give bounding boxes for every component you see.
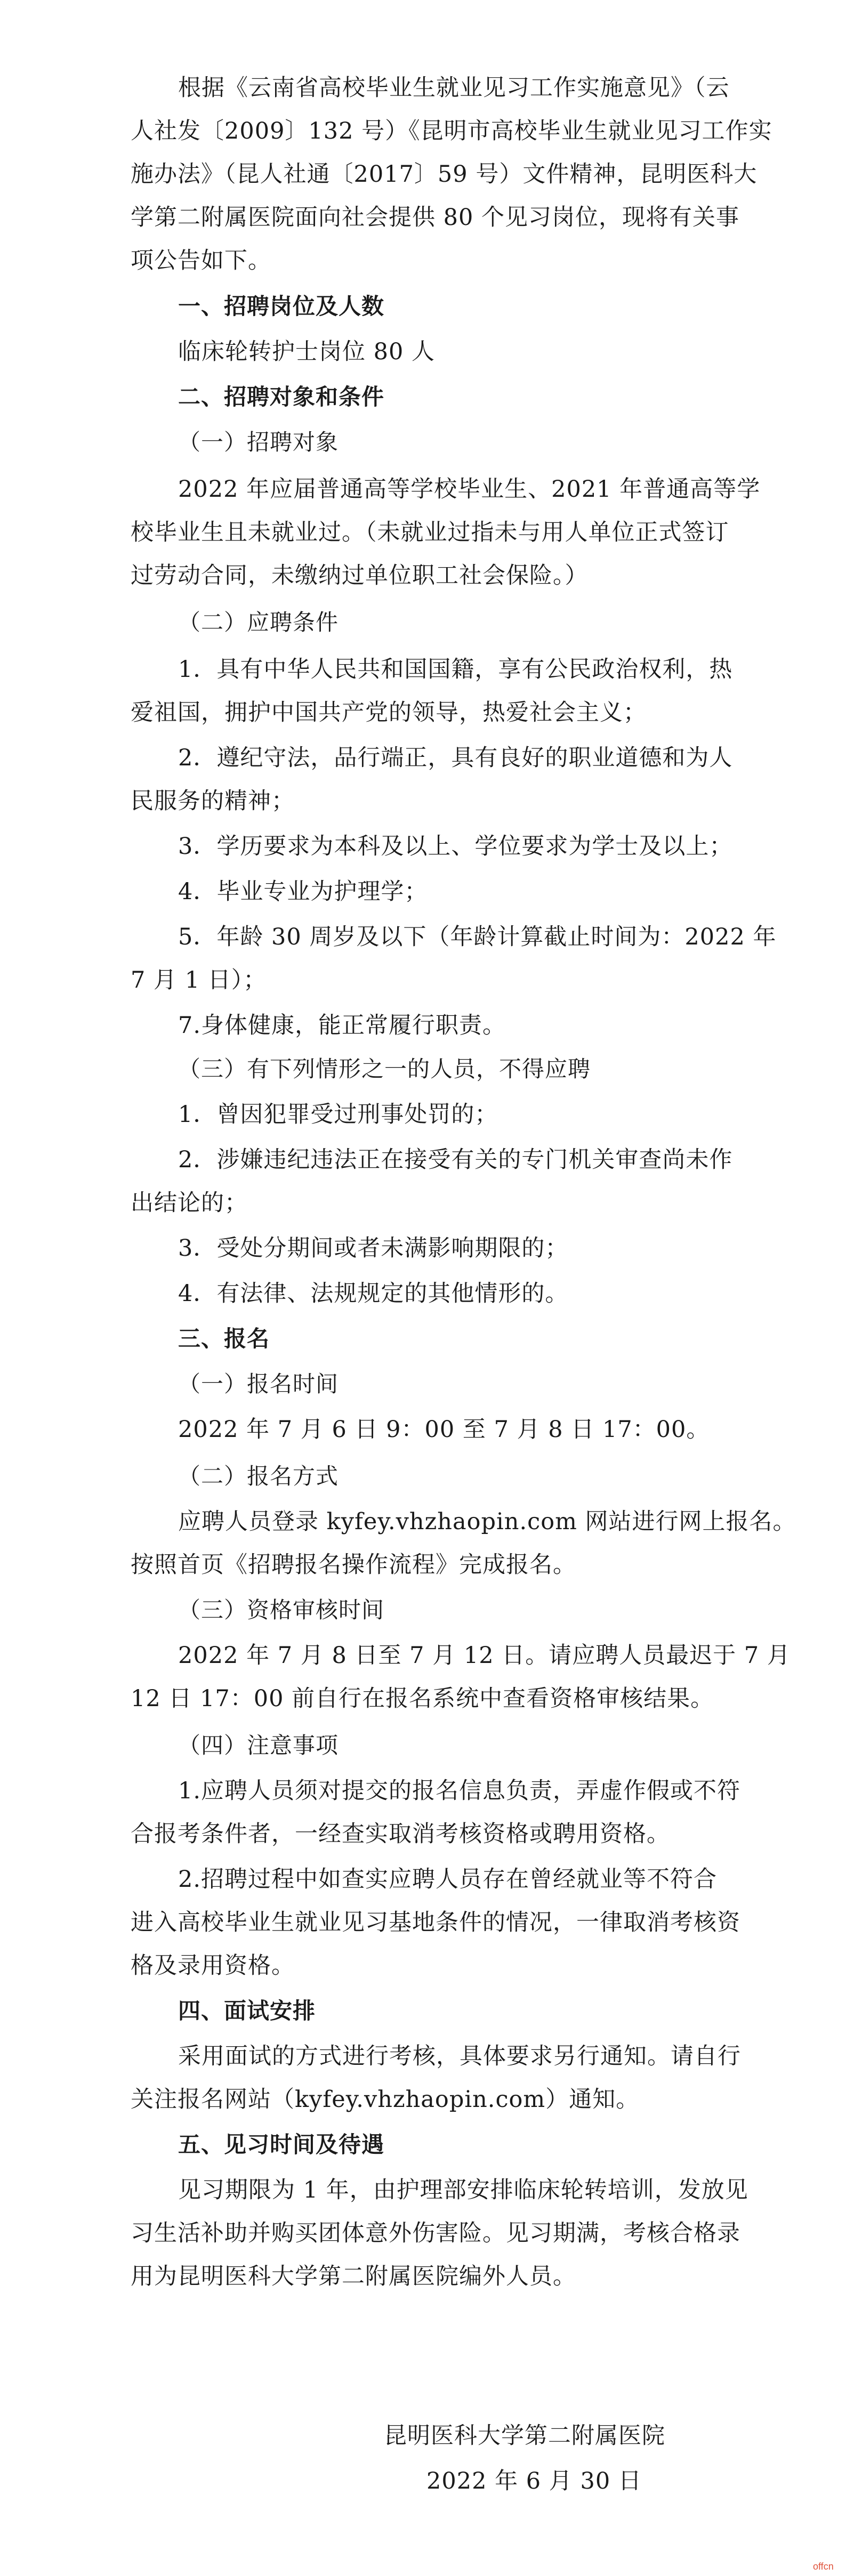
body-line: 采用面试的方式进行考核，具体要求另行通知。请自行 [178, 2043, 741, 2070]
body-line: 3．学历要求为本科及以上、学位要求为学士及以上； [178, 833, 733, 860]
signature-org: 昆明医科大学第二附属医院 [384, 2422, 665, 2449]
body-line: 4．毕业专业为护理学； [178, 878, 428, 905]
body-line: 2.招聘过程中如查实应聘人员存在曾经就业等不符合 [178, 1866, 718, 1893]
intro-line: 学第二附属医院面向社会提供 80 个见习岗位，现将有关事 [131, 204, 740, 231]
body-line: 习生活补助并购买团体意外伤害险。见习期满，考核合格录 [131, 2220, 740, 2247]
body-line: 12 日 17：00 前自行在报名系统中查看资格审核结果。 [131, 1685, 714, 1712]
subsection-heading: （三）有下列情形之一的人员，不得应聘 [178, 1056, 591, 1082]
signature-date: 2022 年 6 月 30 日 [426, 2468, 642, 2494]
body-line: 格及录用资格。 [131, 1952, 295, 1979]
body-line: 7.身体健康，能正常履行职责。 [178, 1012, 506, 1039]
body-line: 临床轮转护士岗位 80 人 [178, 338, 436, 365]
intro-line: 人社发〔2009〕132 号）《昆明市高校毕业生就业见习工作实 [131, 118, 772, 144]
section-heading: 五、见习时间及待遇 [178, 2131, 385, 2158]
body-line: 4．有法律、法规规定的其他情形的。 [178, 1280, 569, 1307]
body-line: 1.应聘人员须对提交的报名信息负责，弄虚作假或不符 [178, 1778, 741, 1804]
body-line: 2022 年 7 月 8 日至 7 月 12 日。请应聘人员最迟于 7 月 [178, 1642, 791, 1669]
body-line: 用为昆明医科大学第二附属医院编外人员。 [131, 2263, 576, 2290]
body-line: 合报考条件者，一经查实取消考核资格或聘用资格。 [131, 1821, 670, 1847]
section-heading: 四、面试安排 [178, 1998, 316, 2024]
subsection-heading: （四）注意事项 [178, 1732, 339, 1758]
body-line: 7 月 1 日）； [131, 967, 267, 994]
section-heading: 二、招聘对象和条件 [178, 384, 385, 410]
body-line: 过劳动合同，未缴纳过单位职工社会保险。） [131, 562, 589, 589]
body-line: 关注报名网站（kyfey.vhzhaopin.com）通知。 [131, 2086, 640, 2113]
body-line: 2022 年应届普通高等学校毕业生、2021 年普通高等学 [178, 476, 761, 503]
body-line: 校毕业生且未就业过。（未就业过指未与用人单位正式签订 [131, 519, 729, 546]
intro-line: 施办法》（昆人社通〔2017〕59 号）文件精神，昆明医科大 [131, 161, 758, 188]
subsection-heading: （三）资格审核时间 [178, 1597, 385, 1623]
body-line: 1．曾因犯罪受过刑事处罚的； [178, 1101, 498, 1128]
intro-line: 项公告如下。 [131, 247, 271, 274]
body-line: 2．涉嫌违纪违法正在接受有关的专门机关审查尚未作 [178, 1146, 733, 1173]
body-line: 爱祖国，拥护中国共产党的领导，热爱社会主义； [131, 699, 647, 726]
body-line: 3．受处分期间或者未满影响期限的； [178, 1235, 569, 1262]
body-line: 2022 年 7 月 6 日 9：00 至 7 月 8 日 17：00。 [178, 1416, 710, 1443]
body-line: 进入高校毕业生就业见习基地条件的情况，一律取消考核资 [131, 1909, 740, 1936]
subsection-heading: （一）招聘对象 [178, 429, 339, 455]
section-heading: 三、报名 [178, 1326, 270, 1352]
body-line: 1．具有中华人民共和国国籍，享有公民政治权利，热 [178, 656, 733, 683]
body-line: 5．年龄 30 周岁及以下（年龄计算截止时间为：2022 年 [178, 924, 777, 950]
body-line: 应聘人员登录 kyfey.vhzhaopin.com 网站进行网上报名。 [178, 1508, 796, 1535]
subsection-heading: （二）应聘条件 [178, 609, 339, 635]
body-line: 民服务的精神； [131, 788, 295, 814]
body-line: 见习期限为 1 年，由护理部安排临床轮转培训，发放见 [178, 2177, 748, 2203]
subsection-heading: （一）报名时间 [178, 1371, 339, 1397]
intro-line: 根据《云南省高校毕业生就业见习工作实施意见》（云 [178, 75, 730, 101]
watermark-logo: offcn [813, 2561, 834, 2572]
body-line: 按照首页《招聘报名操作流程》完成报名。 [131, 1552, 576, 1578]
body-line: 2．遵纪守法，品行端正，具有良好的职业道德和为人 [178, 745, 733, 771]
body-line: 出结论的； [131, 1190, 248, 1216]
subsection-heading: （二）报名方式 [178, 1463, 339, 1489]
section-heading: 一、招聘岗位及人数 [178, 293, 385, 319]
